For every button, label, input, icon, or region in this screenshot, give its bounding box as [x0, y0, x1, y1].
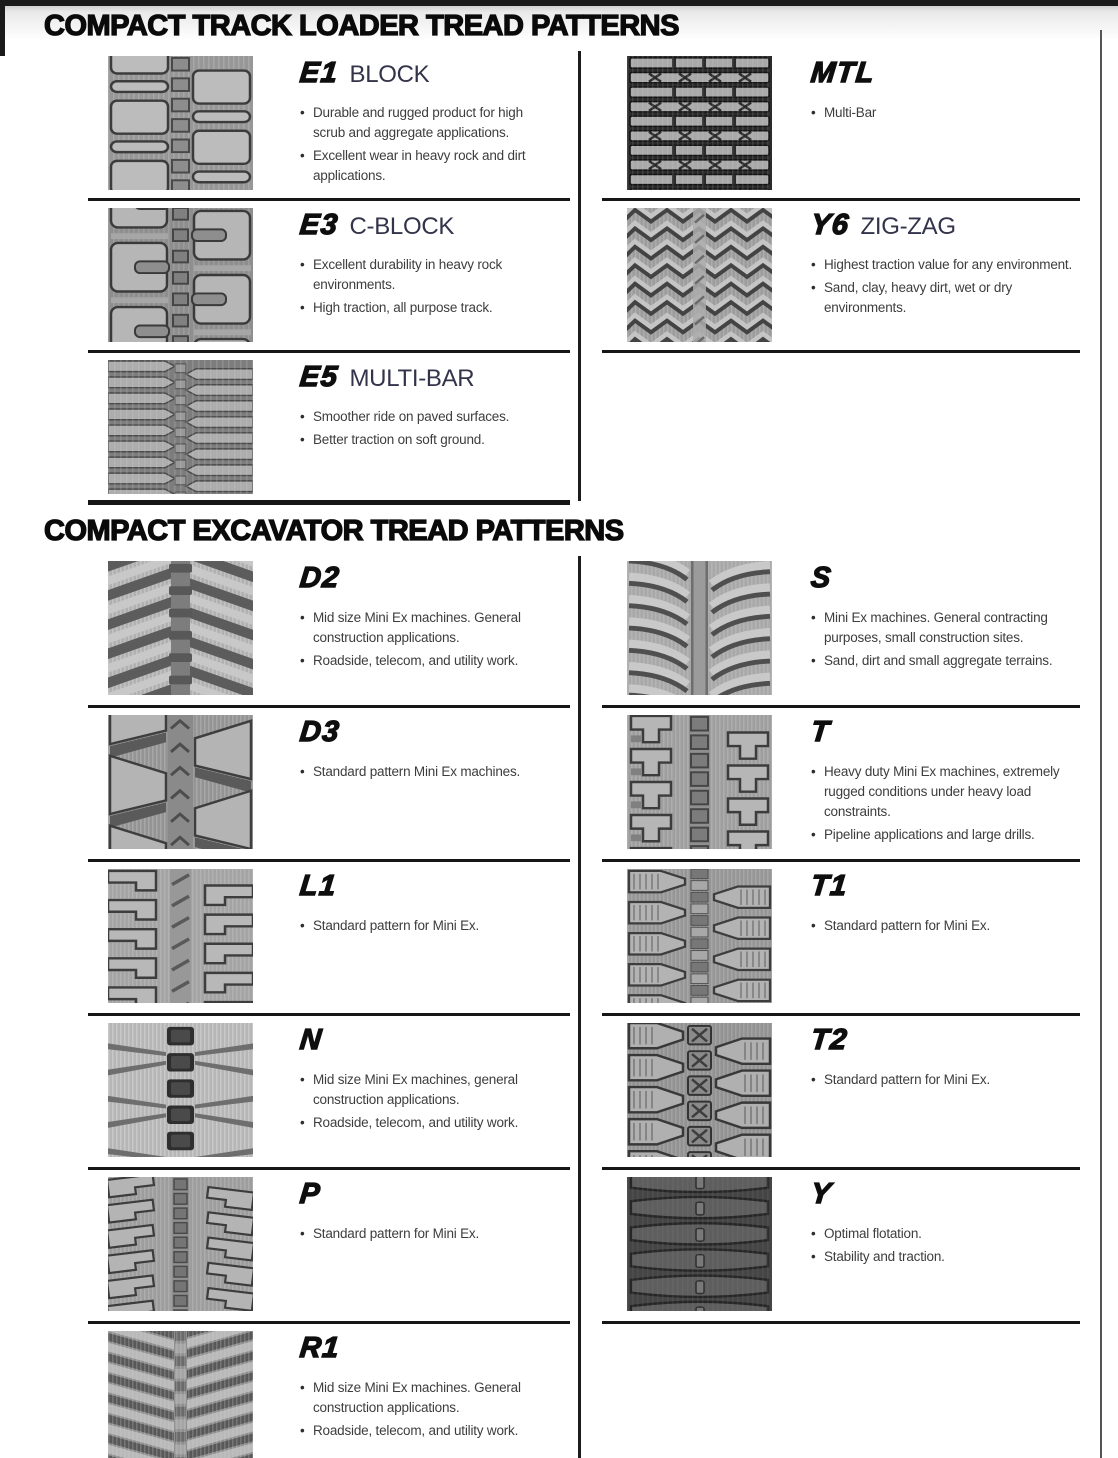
tread-entry-t1 [602, 862, 1080, 1016]
tread-pattern-image-n [108, 1023, 253, 1157]
bullet-item: • Highest traction value for any environment. [811, 255, 1079, 275]
tread-title-t1 [811, 870, 1079, 903]
tread-code-t2: T2 [809, 1024, 850, 1056]
bullet-item: • Optimal flotation. [811, 1224, 1079, 1244]
excavator-right-column [602, 554, 1080, 1324]
bullet-item: • Smoother ride on paved surfaces. [300, 407, 552, 427]
tread-bullets-p [300, 1224, 552, 1244]
track-loader-right-column [602, 49, 1080, 353]
tread-bullets-r1 [300, 1378, 552, 1441]
track-loader-section-title: COMPACT TRACK LOADER TREAD PATTERNS [44, 10, 679, 42]
tread-entry-s [602, 554, 1080, 708]
tread-pattern-image-e3 [108, 208, 253, 342]
tread-code-e1: E1 [298, 57, 341, 89]
tread-pattern-image-p [108, 1177, 253, 1311]
tread-entry-y [602, 1170, 1080, 1324]
tread-code-y: Y [809, 1178, 834, 1210]
tread-title-s [811, 562, 1079, 595]
tread-bullets-y6 [811, 255, 1079, 318]
tread-pattern-image-r1 [108, 1331, 253, 1458]
tread-pattern-image-t2 [627, 1023, 772, 1157]
tread-entry-e5 [88, 353, 570, 505]
track-loader-columns [0, 49, 1118, 505]
tread-code-d3: D3 [298, 716, 342, 748]
tread-code-e5: E5 [298, 361, 341, 393]
tread-entry-y6 [602, 201, 1080, 353]
tread-entry-mtl [602, 49, 1080, 201]
bullet-item: • Standard pattern for Mini Ex. [811, 916, 1079, 936]
tread-info-e5 [300, 360, 552, 500]
tread-title-d3 [300, 716, 552, 749]
tread-bullets-t1 [811, 916, 1079, 936]
tread-title-r1 [300, 1332, 552, 1365]
tread-code-r1: R1 [298, 1332, 342, 1364]
tread-bullets-d3 [300, 762, 552, 782]
tread-pattern-image-mtl [627, 56, 772, 190]
column-divider-line [578, 51, 581, 501]
tread-bullets-y [811, 1224, 1079, 1267]
tread-entry-l1 [88, 862, 570, 1016]
tread-name-e5: MULTI-BAR [349, 365, 475, 392]
tread-title-p [300, 1178, 552, 1211]
tread-info-n [300, 1023, 552, 1167]
tread-pattern-image-y6 [627, 208, 772, 342]
tread-bullets-n [300, 1070, 552, 1133]
tread-pattern-image-d3 [108, 715, 253, 849]
tread-pattern-image-e1 [108, 56, 253, 190]
tread-info-t2 [811, 1023, 1079, 1167]
tread-entry-t [602, 708, 1080, 862]
bullet-item: • Standard pattern for Mini Ex. [811, 1070, 1079, 1090]
tread-entry-r1 [88, 1324, 570, 1458]
tread-bullets-d2 [300, 608, 552, 671]
bullet-item: • Mini Ex machines. General contracting purposes, small construction sites. [811, 608, 1079, 648]
tread-code-y6: Y6 [809, 209, 852, 241]
tread-code-t1: T1 [809, 870, 850, 902]
bullet-item: • Standard pattern for Mini Ex. [300, 1224, 552, 1244]
excavator-section-title: COMPACT EXCAVATOR TREAD PATTERNS [44, 515, 624, 547]
tread-code-l1: L1 [298, 870, 339, 902]
tread-code-t: T [809, 716, 832, 748]
excavator-columns [0, 554, 1118, 1458]
track-loader-section [0, 0, 1118, 505]
excavator-section [0, 505, 1118, 1458]
tread-bullets-mtl [811, 103, 1079, 123]
tread-title-n [300, 1024, 552, 1057]
tread-info-d2 [300, 561, 552, 705]
tread-bullets-t2 [811, 1070, 1079, 1090]
bullet-item: • Standard pattern for Mini Ex. [300, 916, 552, 936]
tread-code-d2: D2 [298, 562, 342, 594]
tread-bullets-e5 [300, 407, 552, 450]
tread-title-e1 [300, 57, 552, 90]
bullet-item: • Excellent durability in heavy rock environments. [300, 255, 552, 295]
bullet-item: • Roadside, telecom, and utility work. [300, 1421, 552, 1441]
excavator-left-column [88, 554, 570, 1458]
tread-title-t2 [811, 1024, 1079, 1057]
tread-bullets-s [811, 608, 1079, 671]
tread-pattern-image-t [627, 715, 772, 849]
tread-pattern-image-s [627, 561, 772, 695]
bullet-item: • Standard pattern Mini Ex machines. [300, 762, 552, 782]
tread-info-l1 [300, 869, 552, 1013]
bullet-item: • Multi-Bar [811, 103, 1079, 123]
bullet-item: • Roadside, telecom, and utility work. [300, 1113, 552, 1133]
tread-code-e3: E3 [298, 209, 341, 241]
tread-info-p [300, 1177, 552, 1321]
tread-title-e5 [300, 361, 552, 394]
tread-entry-d2 [88, 554, 570, 708]
tread-entry-e1 [88, 49, 570, 201]
tread-entry-d3 [88, 708, 570, 862]
tread-code-mtl: MTL [809, 57, 877, 89]
track-loader-left-column [88, 49, 570, 505]
tread-name-y6: ZIG-ZAG [860, 213, 956, 240]
tread-bullets-e3 [300, 255, 552, 318]
tread-info-d3 [300, 715, 552, 859]
column-divider-line [578, 556, 581, 1458]
bullet-item: • Durable and rugged product for high scrub and aggregate applications. [300, 103, 552, 143]
tread-title-t [811, 716, 1079, 749]
bullet-item: • Sand, clay, heavy dirt, wet or dry environments. [811, 278, 1079, 318]
bullet-item: • Better traction on soft ground. [300, 430, 552, 450]
bullet-item: • Excellent wear in heavy rock and dirt applications. [300, 146, 552, 186]
bullet-item: • Mid size Mini Ex machines. General construction applications. [300, 608, 552, 648]
tread-info-t1 [811, 869, 1079, 1013]
tread-pattern-image-l1 [108, 869, 253, 1003]
tread-title-e3 [300, 209, 552, 242]
bullet-item: • Stability and traction. [811, 1247, 1079, 1267]
tread-info-y6 [811, 208, 1079, 350]
tread-info-r1 [300, 1331, 552, 1458]
tread-info-mtl [811, 56, 1079, 198]
tread-info-y [811, 1177, 1079, 1321]
bullet-item: • Pipeline applications and large drills. [811, 825, 1079, 845]
tread-title-d2 [300, 562, 552, 595]
tread-code-p: P [298, 1178, 323, 1210]
tread-code-s: S [809, 562, 834, 594]
tread-name-e3: C-BLOCK [349, 213, 455, 240]
tread-bullets-e1 [300, 103, 552, 186]
tread-info-e1 [300, 56, 552, 198]
bullet-item: • Sand, dirt and small aggregate terrains. [811, 651, 1079, 671]
tread-pattern-image-e5 [108, 360, 253, 494]
tread-info-s [811, 561, 1079, 705]
bullet-item: • Roadside, telecom, and utility work. [300, 651, 552, 671]
tread-bullets-t [811, 762, 1079, 845]
bullet-item: • High traction, all purpose track. [300, 298, 552, 318]
bullet-item: • Heavy duty Mini Ex machines, extremely rugged conditions under heavy load constraints. [811, 762, 1079, 822]
tread-entry-t2 [602, 1016, 1080, 1170]
bullet-item: • Mid size Mini Ex machines. General construction applications. [300, 1378, 552, 1418]
tread-bullets-l1 [300, 916, 552, 936]
tread-info-t [811, 715, 1079, 859]
tread-pattern-image-t1 [627, 869, 772, 1003]
tread-title-y [811, 1178, 1079, 1211]
tread-entry-e3 [88, 201, 570, 353]
tread-title-mtl [811, 57, 1079, 90]
tread-pattern-image-y [627, 1177, 772, 1311]
bullet-item: • Mid size Mini Ex machines, general construction applications. [300, 1070, 552, 1110]
tread-name-e1: BLOCK [349, 61, 430, 88]
tread-info-e3 [300, 208, 552, 350]
tread-pattern-image-d2 [108, 561, 253, 695]
tread-title-l1 [300, 870, 552, 903]
tread-code-n: N [298, 1024, 325, 1056]
tread-title-y6 [811, 209, 1079, 242]
tread-entry-p [88, 1170, 570, 1324]
tread-entry-n [88, 1016, 570, 1170]
